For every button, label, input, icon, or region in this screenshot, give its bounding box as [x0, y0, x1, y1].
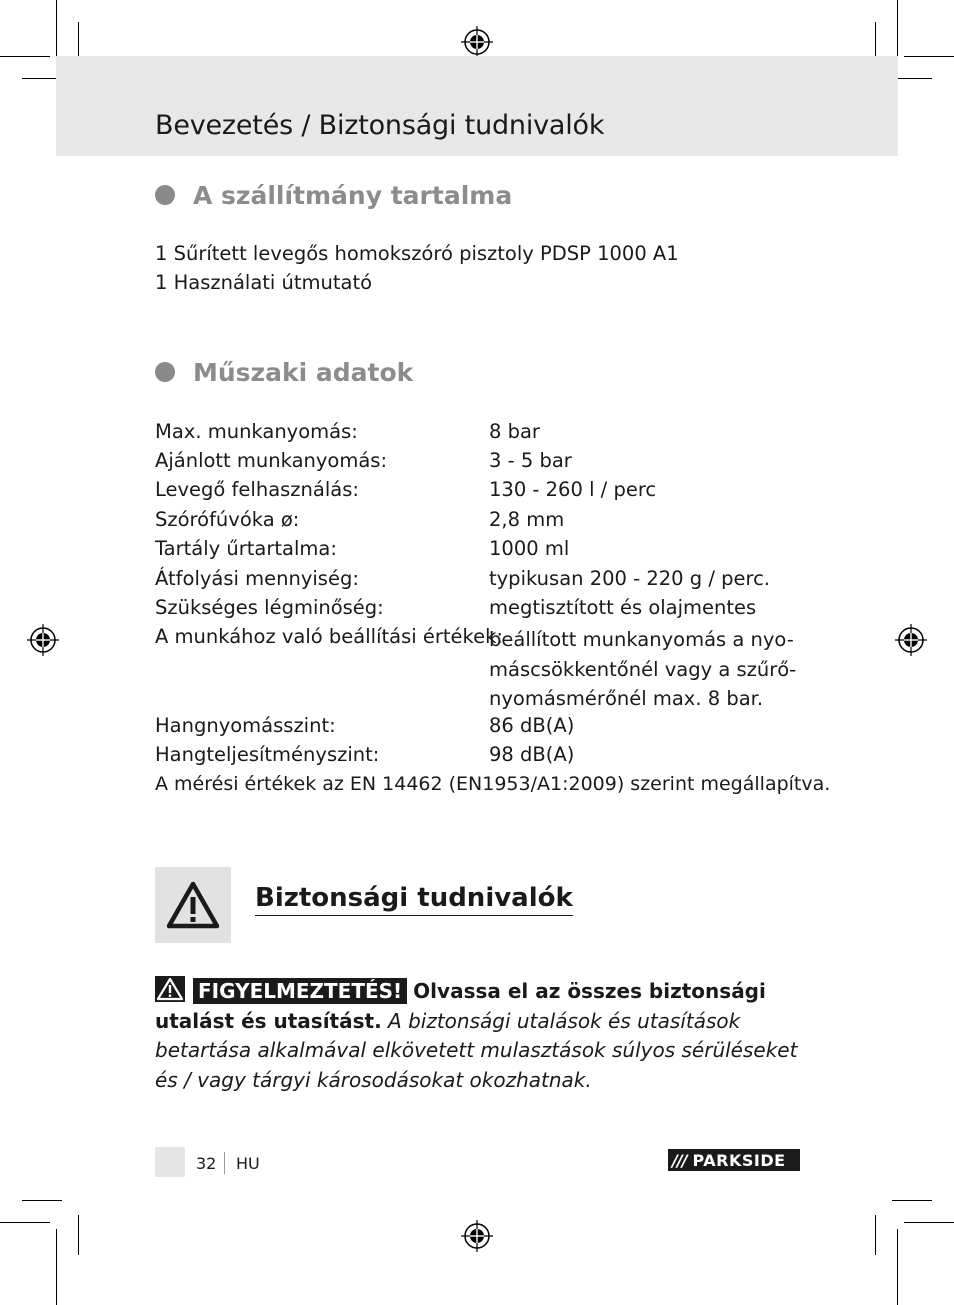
logo-slashes: /// [672, 1150, 687, 1170]
spec-label: Szükséges légminőség: [155, 596, 384, 619]
warning-bold-text: Olvassa el az összes biztonsági utalást és utasítást. [155, 979, 766, 1033]
spec-value: typikusan 200 - 220 g / perc. [489, 567, 770, 590]
spec-value-line: máscsökkentőnél vagy a szűrő- [489, 657, 797, 681]
spec-label: Átfolyási mennyiség: [155, 567, 359, 590]
spec-label: Tartály űrtartalma: [155, 537, 337, 560]
technical-heading [155, 357, 413, 387]
page-number: 32 [196, 1154, 217, 1173]
spec-value: 2,8 mm [489, 508, 565, 531]
spec-value: megtisztított és olajmentes [489, 596, 757, 619]
warning-triangle-icon [166, 881, 220, 929]
registration-mark-icon [461, 1220, 493, 1252]
spec-value: 3 - 5 bar [489, 449, 572, 472]
crop-mark [904, 56, 954, 57]
crop-mark [0, 56, 50, 57]
bullet-icon [155, 185, 175, 205]
spec-label: Levegő felhasználás: [155, 478, 359, 501]
spec-label: A munkához való beállítási értékek: [155, 625, 503, 648]
spec-value: 130 - 260 l / perc [489, 478, 657, 501]
language-code: HU [236, 1154, 260, 1173]
page-title: Bevezetés / Biztonsági tudnivalók [155, 110, 605, 141]
footer-separator [224, 1152, 225, 1174]
spec-value-line: beállított munkanyomás a nyo- [489, 628, 794, 651]
spec-label: Hangteljesítményszint: [155, 743, 380, 766]
contents-heading-text: A szállítmány tartalma [193, 180, 513, 210]
crop-mark [22, 1200, 62, 1201]
contents-heading [155, 180, 512, 210]
crop-mark [78, 1215, 79, 1255]
parkside-logo [668, 1149, 800, 1171]
footer-box [155, 1147, 185, 1177]
crop-mark [897, 1229, 898, 1305]
header-band [56, 56, 898, 156]
warning-badge: FIGYELMEZTETÉS! [193, 978, 407, 1004]
spec-value-multiline [489, 625, 796, 714]
crop-mark [56, 1229, 57, 1305]
spec-label: Max. munkanyomás: [155, 420, 358, 443]
warning-triangle-icon [155, 976, 185, 1002]
measurement-note: A mérési értékek az EN 14462 (EN1953/A1:2009) szerint megállapítva. [155, 773, 831, 795]
spec-value-line: nyomásmérőnél max. 8 bar. [489, 687, 764, 710]
spec-label: Hangnyomásszint: [155, 714, 336, 737]
spec-value: 98 dB(A) [489, 743, 575, 766]
registration-mark-icon [27, 624, 59, 656]
registration-mark-icon [461, 26, 493, 58]
technical-heading-text: Műszaki adatok [193, 357, 414, 387]
spec-value: 8 bar [489, 420, 540, 443]
warning-box [155, 867, 231, 943]
contents-item: 1 Használati útmutató [155, 271, 373, 294]
spec-value: 86 dB(A) [489, 714, 575, 737]
contents-item: 1 Sűrített levegős homokszóró pisztoly PDSP 1000 A1 [155, 242, 679, 265]
spec-label: Ajánlott munkanyomás: [155, 449, 388, 472]
crop-mark [892, 1200, 932, 1201]
registration-mark-icon [895, 624, 927, 656]
safety-heading: Biztonsági tudnivalók [255, 883, 573, 916]
spec-label: Szórófúvóka ø: [155, 508, 300, 531]
warning-paragraph [155, 976, 815, 1095]
spec-value: 1000 ml [489, 537, 570, 560]
logo-text: PARKSIDE [692, 1150, 786, 1170]
bullet-icon [155, 362, 175, 382]
crop-mark [0, 1222, 50, 1223]
warning-italic-text: A biztonsági utalások és utasítások betartása alkalmával elkövetett mulasztások súlyos sérüléseket és / vagy tárgyi károsodásokat okozhatnak. [155, 1008, 798, 1092]
crop-mark [875, 1215, 876, 1255]
crop-mark [892, 78, 932, 79]
crop-mark [904, 1222, 954, 1223]
